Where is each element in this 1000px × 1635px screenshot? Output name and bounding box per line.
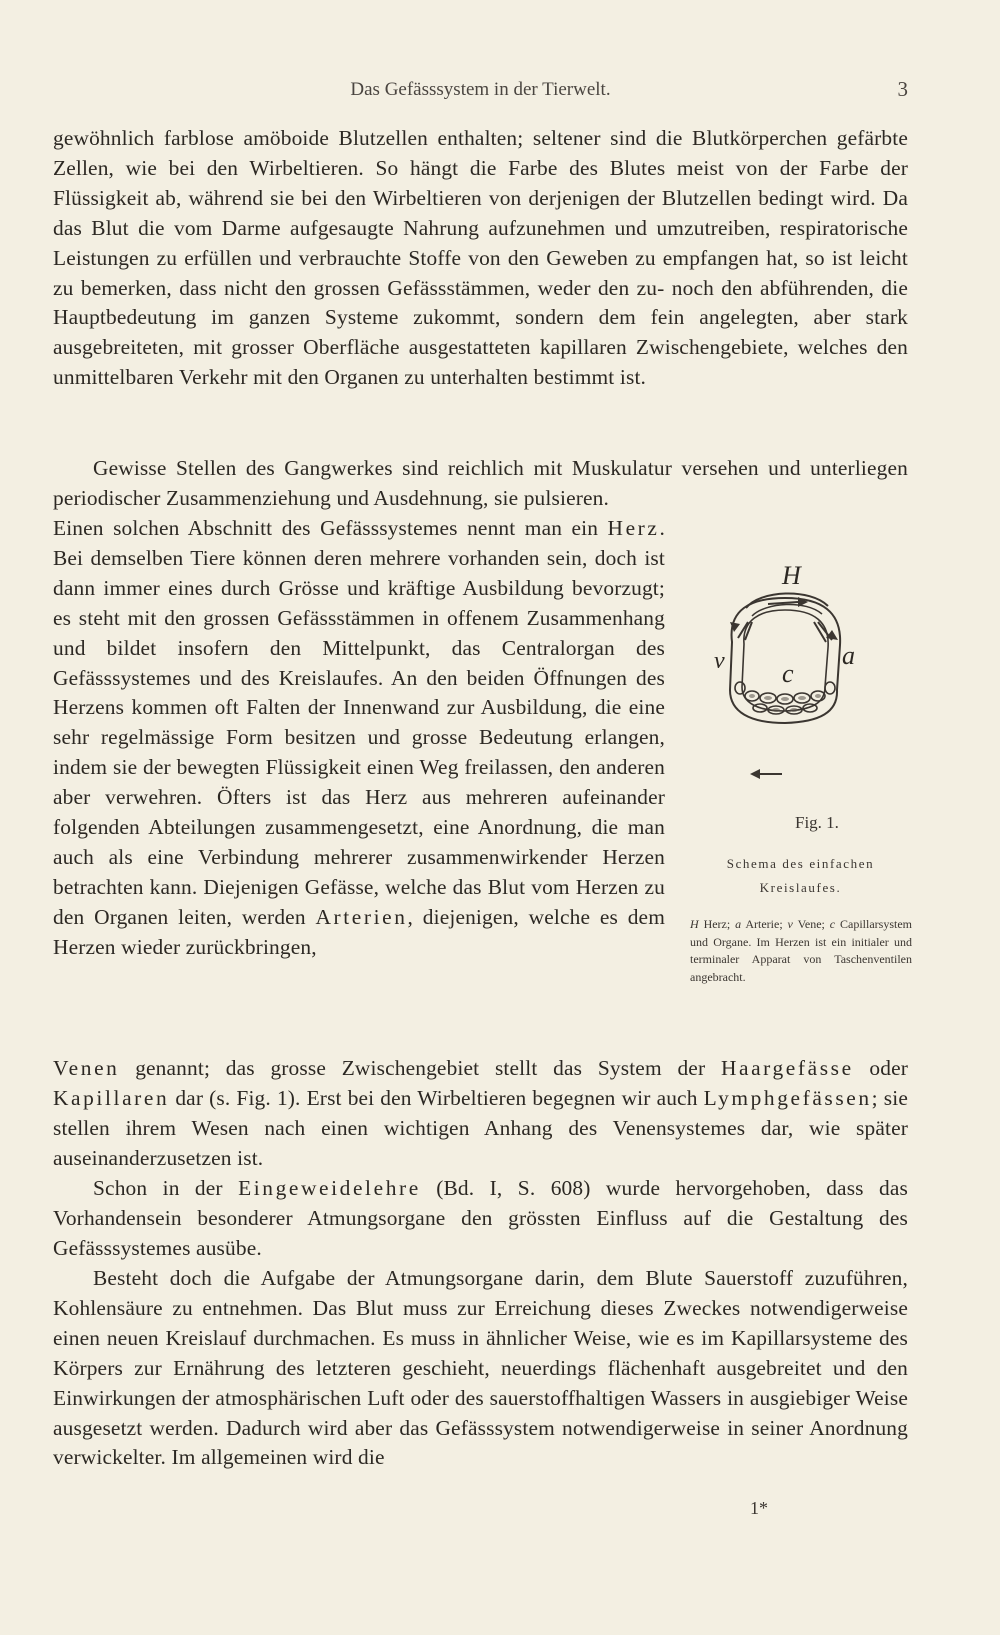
paragraph-1: gewöhnlich farblose amöboide Blutzellen enthalten; seltener sind die Blutkörperchen gefärbte Zellen, wie bei den Wirbeltieren. So hängt die Farbe des Blutes meist von der Farbe der Flüssigkeit ab, während sie bei den Wirbeltieren von derjenigen der Blutzellen bedingt wird. Da das Blut die vom Darme aufgesaugte Nahrung aufzunehmen und umzutreiben, respiratorische Leistungen zu erfüllen und verbrauchte Stoffe von den Geweben zu empfangen hat, so ist leicht zu bemerken, dass nicht den grossen Gefässstämmen, weder den zu- noch den abführenden, die Hauptbedeutung im ganzen Systeme zukommt, sondern dem fein angelegten, aber stark ausgebreiteten, mit grosser Oberfläche ausgestatteten kapillaren Zwischengebiete, welches den unmittelbaren Verkehr mit den Organen zu unterhalten bestimmt ist. <box>53 126 908 390</box>
text-run: Schon in der <box>93 1176 223 1200</box>
text-run: . Bei demselben Tiere können deren mehrere vorhanden sein, doch ist dann immer eines durch Grösse und kräftige Ausbildung bevorzugt; es steht mit den grossen Gefässstämmen in offenem Zusammenhang und bildet insofern den Mittelpunkt, das Centralorgan des Gefässsystemes und des Kreislaufes. An den beiden Öffnungen des Herzens kommen oft Falten der Innenwand zur Ausbildung, die eine sehr regelmässige Form besitzen und grosse Bedeutung erlangen, indem sie der bewegten Flüssigkeit einen Weg freilassen, den anderen aber verwehren. Öfters ist das Herz aus mehreren aufeinander folgenden Abteilungen zusammengesetzt, eine Anordnung, die man auch als eine Verbindung mehrerer zusammenwirkender Herzen betrachten kann. Diejenigen Gefässe, welche das Blut vom Herzen zu den Organen leiten, werden <box>53 516 665 929</box>
term-venen: Venen <box>53 1056 120 1080</box>
text-run: dar (s. Fig. 1). Erst bei den Wirbeltieren begegnen wir auch <box>175 1085 698 1110</box>
figure-legend <box>690 916 912 986</box>
text-run: genannt; das grosse Zwischengebiet stellt das System der <box>135 1056 706 1080</box>
text-run: ; sie stellen ihrem Wesen nach einen wichtigen Anhang des Venensystemes dar, wie später auseinanderzusetzen ist. <box>53 1085 909 1170</box>
legend-text-H: Herz; <box>703 917 731 931</box>
legend-symbol-c: c <box>829 917 836 931</box>
text-run: , diejenigen, welche es dem Herzen wieder zurückbringen, <box>53 904 665 959</box>
figure-1-diagram <box>690 560 915 795</box>
page-header <box>53 75 908 105</box>
paragraph-2-intro: Gewisse Stellen des Gangwerkes sind reichlich mit Muskulatur versehen und unterliegen periodischer Zusammenziehung und Ausdehnung, sie pulsieren. <box>53 456 908 510</box>
legend-symbol-a: a <box>735 917 742 931</box>
text-run: Einen solchen Abschnitt des Gefässsystemes nennt man ein <box>53 516 599 540</box>
term-arterien: Arterien <box>315 904 408 929</box>
figure-number: Fig. 1. <box>795 813 839 832</box>
signature-mark: 1* <box>750 1498 768 1518</box>
legend-text-a: Arterie; <box>745 917 783 931</box>
figure-title-line-1: Schema des einfachen <box>726 856 875 871</box>
term-kapillaren: Kapillaren <box>53 1085 170 1110</box>
legend-text-c: Capillarsystem und Organe. Im Herzen ist ein initialer und terminaler Apparat von Taschenventilen angebracht. <box>690 917 912 984</box>
figure-title-line-2: Kreislaufes. <box>759 880 842 895</box>
term-herz: Herz <box>607 516 660 540</box>
paragraph-2-continued <box>53 1054 908 1174</box>
running-title: Das Gefässsystem in der Tierwelt. <box>350 79 611 100</box>
flow-arrow-heart <box>768 602 798 604</box>
term-lymphgefaesse: Lymphgefässen <box>703 1085 872 1110</box>
legend-symbol-v: v <box>787 917 793 931</box>
label-H: H <box>782 561 801 590</box>
paragraph-4: Besteht doch die Aufgabe der Atmungsorgane darin, dem Blute Sauerstoff zuzuführen, Kohlensäure zu entnehmen. Das Blut muss zur Erreichung dieses Zweckes notwendigerweise einen neuen Kreislauf durchmachen. Es muss in ähnlicher Weise, wie es im Kapillarsysteme des Körpers zur Ernährung des letzteren geschieht, neuerdings flächenhaft ausgebreitet und den Einwirkungen der atmosphärischen Luft oder des sauerstoffhaltigen Wassers in ausgiebiger Weise ausgesetzt werden. Dadurch wird aber das Gefässsystem notwendigerweise in seiner Anordnung verwickelter. Im allgemeinen wird die <box>53 1266 908 1470</box>
term-eingeweidelehre: Eingeweidelehre <box>238 1176 421 1200</box>
text-run: oder <box>869 1056 908 1080</box>
page-number: 3 <box>897 77 908 101</box>
arrowhead-bottom <box>750 769 760 779</box>
figure-title <box>688 852 913 900</box>
paragraph-2-column <box>53 514 665 963</box>
legend-symbol-H: H <box>690 917 699 931</box>
legend-text-v: Vene; <box>797 917 825 931</box>
label-a: a <box>842 641 855 670</box>
text-run: (Bd. I, S. 608) wurde hervorgehoben, dass das Vorhandensein besonderer Atmungsorgane den grössten Einfluss auf die Gestaltung des Gefässsystemes ausübe. <box>53 1176 908 1260</box>
circulation-schema <box>690 560 915 795</box>
paragraph-3 <box>53 1174 908 1264</box>
term-haargefaesse: Haargefässe <box>720 1056 854 1080</box>
label-c: c <box>782 659 794 688</box>
label-v: v <box>714 648 725 674</box>
